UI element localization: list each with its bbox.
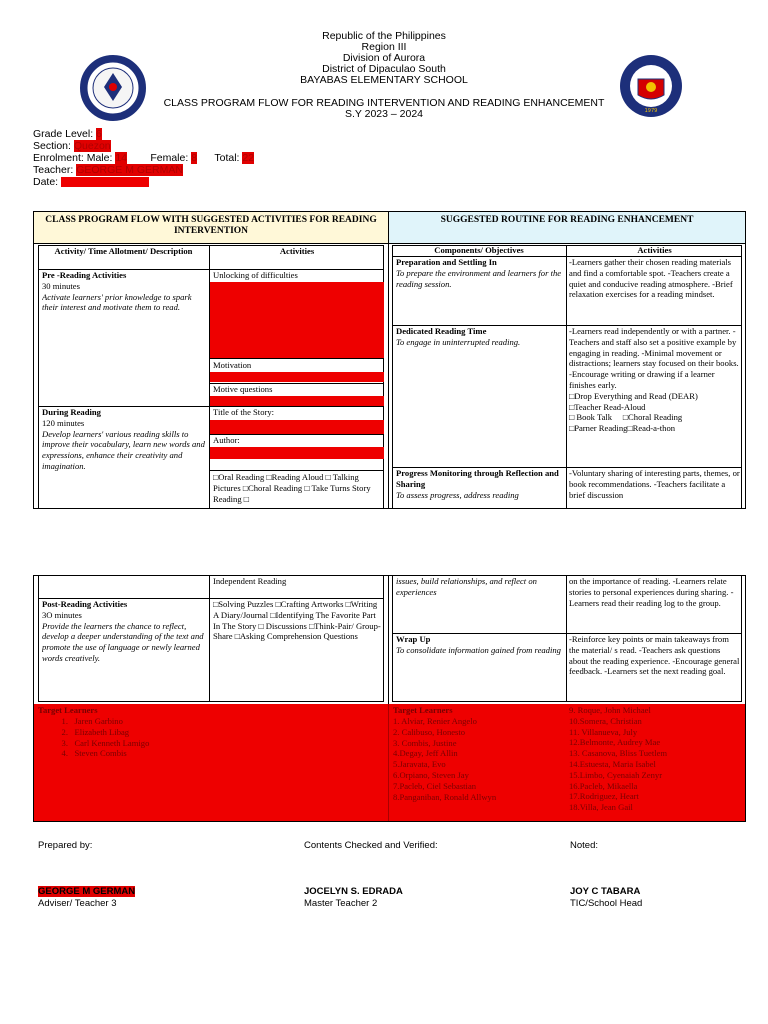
checked-name: JOCELYN S. EDRADA <box>304 886 403 897</box>
learner-item: 7.Pacleb, Ciel Sebastian <box>393 780 477 791</box>
dedicated-opt-partner: □Parner Reading□Read-a-thon <box>569 423 676 434</box>
progress-activities-a: -Voluntary sharing of interesting parts, themes, or book recommendations. -Teachers facilitate a brief discussion <box>569 468 740 500</box>
story-title-redacted <box>210 420 384 434</box>
target-learners-label-left: Target Learners <box>38 705 98 715</box>
class-info <box>33 128 254 188</box>
learner-item: 5.Jaravata, Evo <box>393 759 446 770</box>
right-title-cell <box>389 212 745 243</box>
learner-item: 2. Calibuso, Honesto <box>393 726 466 737</box>
learner-item: 3. Combis, Justine <box>393 737 457 748</box>
learner-name: Steven Combis <box>74 748 127 759</box>
learner-item: 6.Orpiano, Steven Jay <box>393 769 469 780</box>
section-value: Quezon <box>73 140 111 152</box>
wrap-activities: -Reinforce key points or main takeaways from the material/ s read. -Teachers ask questions about the reading experience. -Encourage general feedback. -Learners set the next reading goal. <box>569 634 740 677</box>
motivation-redacted <box>210 372 384 382</box>
enrolment-label: Enrolment: <box>33 152 84 164</box>
section-label: Section: <box>33 140 71 152</box>
checked-role: Master Teacher 2 <box>304 898 378 909</box>
learner-item: 15.Limbo, Cyenaiah Zenyr <box>569 769 663 780</box>
learner-item: 13. Casanova, Bliss Tuetlem <box>569 748 668 759</box>
during-reading-name: During Reading <box>42 407 101 417</box>
grade-value: 6 <box>96 128 102 140</box>
motivation-label: Motivation <box>213 360 252 370</box>
unlocking-redacted <box>210 282 384 358</box>
dedicated-name: Dedicated Reading Time <box>396 326 487 336</box>
post-reading-options: □Solving Puzzles □Crafting Artworks □Writing A Diary/Journal □Identifying The Favorite Part In The Story □ Discussions □Think-Pair/ Group-Share □Asking Comprehension Questions <box>213 599 381 642</box>
wrap-desc: To consolidate information gained from reading <box>396 644 561 655</box>
independent-reading-label: Independent Reading <box>213 576 287 586</box>
prep-desc: To prepare the environment and learners for the reading session. <box>396 267 562 289</box>
learner-item: 12.Belmonte, Audrey Mae <box>569 737 661 748</box>
noted-name: JOY C TABARA <box>570 886 641 897</box>
date-value-redacted <box>61 177 149 187</box>
target-learners-right-list-b <box>569 705 741 813</box>
left-col1-header: Activity/ Time Allotment/ Description <box>54 246 193 256</box>
dedicated-acts: -Learners read independently or with a partner. -Teachers and staff also set a positive example by engaging in reading. -Minimal movement or distractions; learners stay focused on their books. -Encourage writing or drawing if a learner finishes early. <box>569 326 739 390</box>
target-learners-label-right: Target Learners <box>393 705 453 715</box>
total-label: Total: <box>214 152 240 164</box>
progress-component <box>396 468 564 508</box>
prepared-name <box>38 886 135 897</box>
learner-item: 10.Somera, Christian <box>569 715 642 726</box>
school-name: BAYABAS ELEMENTARY SCHOOL <box>300 74 468 86</box>
during-reading-options: □Oral Reading □Reading Aloud □ Talking Pictures □Choral Reading □ Take Turns Story Reading □ <box>213 472 371 504</box>
prepared-name-text: GEORGE M GERMAN <box>38 886 136 897</box>
learner-item: 16.Pacleb, Mikaella <box>569 780 638 791</box>
date-label: Date: <box>33 176 59 188</box>
header-division: Division of Aurora <box>342 52 426 64</box>
author-label: Author: <box>213 435 240 445</box>
pre-reading-desc: Activate learners' prior knowledge to spark their interest and motivate them to read. <box>42 291 192 313</box>
right-table-title: SUGGESTED ROUTINE FOR READING ENHANCEMENT <box>440 215 694 225</box>
post-reading-cell <box>42 599 208 701</box>
teacher-label: Teacher: <box>33 164 74 176</box>
header-district: District of Dipaculao South <box>322 63 446 75</box>
male-label: Male: <box>86 152 113 164</box>
left-col2-header: Activities <box>279 246 315 256</box>
dedicated-opt-readaloud: □Teacher Read-Aloud <box>569 401 646 412</box>
dedicated-opt-dear: □Drop Everything and Read (DEAR) <box>569 390 698 401</box>
during-reading-time: 120 minutes <box>42 417 85 428</box>
unlocking-label: Unlocking of difficulties <box>213 270 298 280</box>
target-learners-right-list-a <box>393 716 565 802</box>
pre-reading-name: Pre -Reading Activities <box>42 270 127 280</box>
teacher-value: GEORGE M GERMAN <box>76 164 183 176</box>
learner-item: 4. Steven Combis <box>61 748 127 759</box>
during-reading-desc: Develop learners' various reading skills to improve their vocabulary, learn new words and expressions, enhance their creativity and imagination. <box>42 428 205 471</box>
total-value: 22 <box>242 152 255 164</box>
post-reading-name: Post-Reading Activities <box>42 599 128 609</box>
target-learners-left-list <box>40 716 380 759</box>
learner-item: 18.Villa, Jean Gail <box>569 802 633 813</box>
left-title-cell <box>34 212 388 243</box>
prepared-role: Adviser/ Teacher 3 <box>38 898 117 909</box>
learner-name: Elizabeth Libag <box>74 726 130 737</box>
pre-reading-time: 30 minutes <box>42 280 80 291</box>
noted-role: TIC/School Head <box>570 898 643 909</box>
dedicated-opt-booktalk: □ Book Talk □Choral Reading <box>569 412 683 423</box>
progress-desc-a: To assess progress, address reading <box>396 489 519 500</box>
female-value: 8 <box>191 152 198 164</box>
prepared-by-label: Prepared by: <box>38 840 93 851</box>
wrap-name: Wrap Up <box>396 634 431 644</box>
learner-item: 9. Roque, John Michael <box>569 705 651 715</box>
motive-questions-label: Motive questions <box>213 384 273 394</box>
learner-item: 1. Jaren Garbino <box>61 716 123 726</box>
author-redacted <box>210 447 384 459</box>
right-col1-header: Components/ Objectives <box>434 245 524 255</box>
learner-item: 11. Villanueva, July <box>569 726 638 737</box>
svg-text:1979: 1979 <box>644 108 658 114</box>
right-col2-header: Activities <box>637 245 672 255</box>
noted-label: Noted: <box>570 840 598 851</box>
progress-activities-b: on the importance of reading. -Learners relate stories to personal experiences during sharing. -Learners read their reading log to the group. <box>569 576 734 608</box>
school-year: S.Y 2023 – 2024 <box>344 108 424 120</box>
motive-questions-redacted <box>210 396 384 406</box>
header-country: Republic of the Philippines <box>322 30 446 42</box>
prep-component <box>396 257 564 289</box>
learner-item: 2. Elizabeth Libag <box>61 726 130 737</box>
during-reading-cell <box>42 407 208 507</box>
post-reading-time: 3O minutes <box>42 609 82 620</box>
prep-name: Preparation and Settling In <box>396 257 497 267</box>
left-table-title: CLASS PROGRAM FLOW WITH SUGGESTED ACTIVITIES FOR READING INTERVENTION <box>45 215 377 236</box>
header-region: Region III <box>361 41 407 53</box>
dedicated-desc: To engage in uninterrupted reading. <box>396 336 521 347</box>
post-reading-desc: Provide the learners the chance to reflect, develop a deeper understanding of the text and promote the use of language or newly learned words creatively. <box>42 620 204 663</box>
learner-item: 14.Estuesta, Maria Isabel <box>569 758 656 769</box>
document-title: CLASS PROGRAM FLOW FOR READING INTERVENTION AND READING ENHANCEMENT <box>163 97 605 109</box>
learner-item: 17.Rodriguez, Heart <box>569 791 639 802</box>
learner-item: 8.Panganiban, Ronald Allwyn <box>393 791 497 802</box>
learner-name: Jaren Garbino <box>74 716 123 726</box>
learner-name: Carl Kenneth Lamigo <box>74 737 150 748</box>
female-label: Female: <box>150 152 189 164</box>
wrap-component <box>396 634 564 656</box>
grade-label: Grade Level: <box>33 128 94 140</box>
prep-activities: -Learners gather their chosen reading materials and find a comfortable spot. -Teachers create a quiet and conducive reading atmosphere. -Brief relaxation exercises for a reading mindset. <box>569 257 733 300</box>
male-value: 14 <box>115 152 127 164</box>
dedicated-activities <box>569 326 741 466</box>
pre-reading-cell <box>42 270 208 405</box>
dedicated-component <box>396 326 564 348</box>
checked-by-label: Contents Checked and Verified: <box>304 840 438 851</box>
story-title-label: Title of the Story: <box>213 407 275 417</box>
learner-item: 3. Carl Kenneth Lamigo <box>61 737 150 748</box>
learner-item: 1. Alviar, Renier Angelo <box>393 716 477 726</box>
learner-item: 4.Degay, Jeff Allin <box>393 748 458 759</box>
progress-desc-b: issues, build relationships, and reflect on experiences <box>396 576 537 597</box>
progress-name: Progress Monitoring through Reflection and Sharing <box>396 468 559 489</box>
